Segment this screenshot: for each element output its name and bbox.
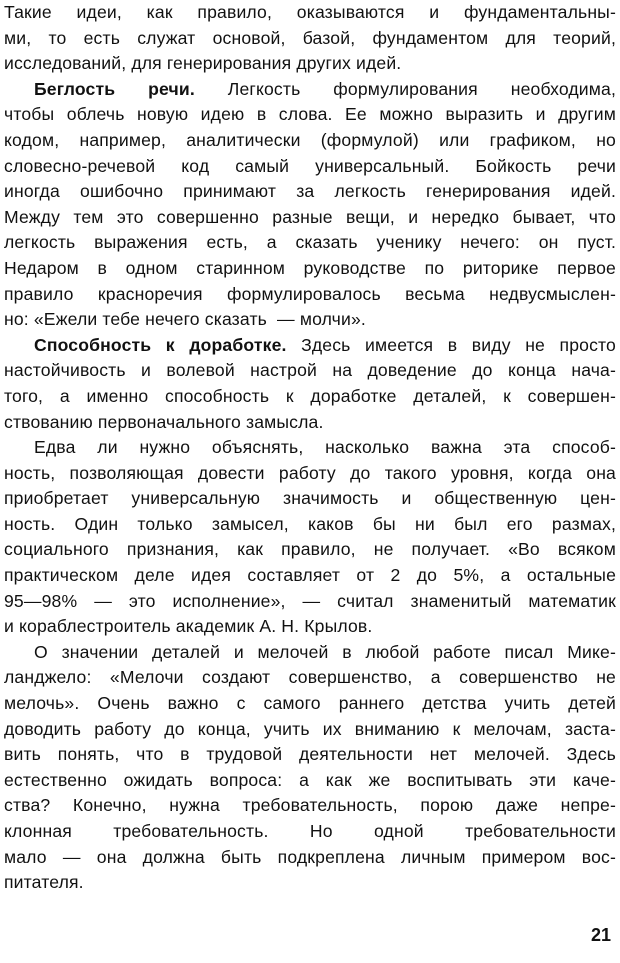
- text-line: словесно-речевой код самый универсальный. Бойкость речи: [4, 155, 616, 176]
- section-heading-fluency: Беглость речи.: [34, 78, 195, 99]
- text-line: естественно ожидать вопроса: а как же воспитывать эти каче-: [4, 769, 616, 790]
- text-line: ность. Один только замысел, каков бы ни был его размах,: [4, 513, 616, 534]
- text-line: [4, 333, 616, 359]
- text-line: настойчивость и волевой настрой на доведение до конца нача-: [4, 360, 616, 381]
- text-line: 95—98% — это исполнение», — считал знаменитый математик: [4, 590, 616, 611]
- text-line: О значении деталей и мелочей в любой работе писал Мике-: [34, 641, 616, 662]
- text-line: Такие идеи, как правило, оказываются и фундаментальны-: [4, 2, 616, 22]
- text-line: Едва ли нужно объяснять, насколько важна эта способ-: [34, 437, 616, 458]
- text-line: приобретает универсальную значимость и общественную цен-: [4, 488, 616, 509]
- text-line: но: «Ежели тебе нечего сказать — молчи».: [4, 309, 366, 330]
- text-line: исследований, для генерирования других идей.: [4, 53, 402, 74]
- text-line: мало — она должна быть подкреплена личным примером вос-: [4, 846, 616, 867]
- text-line: мелочь». Очень важно с самого раннего детства учить детей: [4, 693, 616, 714]
- text-line: вить понять, что в трудовой деятельности нет мелочей. Здесь: [4, 744, 616, 765]
- text-line: Между тем это совершенно разные вещи, и нередко бывает, что: [4, 206, 616, 227]
- text-line: доводить работу до конца, учить их вниманию к мелочам, заста-: [4, 718, 616, 739]
- text-line: Недаром в одном старинном руководстве по риторике первое: [4, 257, 616, 278]
- text-line: ми, то есть служат основой, базой, фундаментом для теорий,: [4, 27, 616, 48]
- body-text: [4, 0, 616, 896]
- section-heading-refinement: Способность к доработке.: [34, 334, 287, 355]
- text-line: кодом, например, аналитически (формулой) или графиком, но: [4, 129, 616, 150]
- text-line: [4, 77, 616, 103]
- page-number: 21: [590, 925, 611, 945]
- text-line: правило красноречия формулировалось весьма недвусмыслен-: [4, 283, 616, 304]
- text-line-rest: Здесь имеется в виду не просто: [286, 334, 616, 355]
- text-line: ность, позволяющая довести работу до такого уровня, когда она: [4, 462, 616, 483]
- text-line: ства? Конечно, нужна требовательность, порою даже непре-: [4, 795, 616, 816]
- text-line: чтобы облечь новую идею в слова. Ее можно выразить и другим: [4, 104, 616, 125]
- text-line: и кораблестроитель академик А. Н. Крылов.: [4, 616, 373, 637]
- text-line: ланджело: «Мелочи создают совершенство, а совершенство не: [4, 667, 616, 688]
- text-line: клонная требовательность. Но одной требовательности: [4, 821, 616, 841]
- text-line: питателя.: [4, 872, 84, 893]
- text-line: легкость выражения есть, а сказать ученику нечего: он пуст.: [4, 232, 616, 253]
- text-line: социального признания, как правило, не получает. «Во всяком: [4, 539, 616, 560]
- text-line: иногда ошибочно принимают за легкость генерирования идей.: [4, 181, 616, 202]
- text-line: ствованию первоначального замысла.: [4, 411, 324, 432]
- text-line: практическом деле идея составляет от 2 до 5%, а остальные: [4, 565, 616, 586]
- text-line: того, а именно способность к доработке деталей, к совершен-: [4, 385, 616, 406]
- text-line-rest: Легкость формулирования необходима,: [194, 78, 616, 99]
